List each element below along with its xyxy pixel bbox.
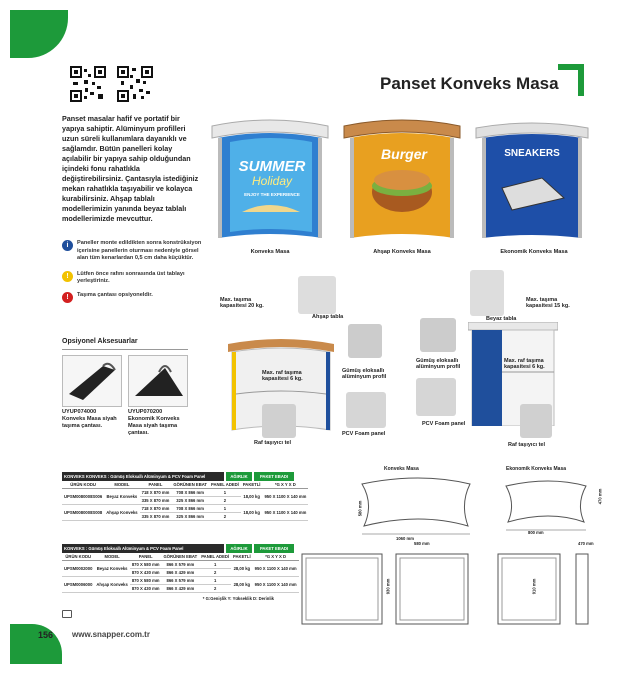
note-text: Paneller monte edildikten sonra konstrüksiyon içerisine panellerin oturması nedeniyle görsel alan tüm kenarlardan 0,5 cm daha küçüktür. [77, 240, 202, 261]
dimension-label: 800 mm [528, 530, 544, 535]
top-view-drawings [360, 474, 603, 544]
table-header: PAKET EBADI [254, 472, 294, 481]
page-title: Panset Konveks Masa [380, 74, 559, 93]
table-row: 335 X 870 mm 325 X 866 mm 2 [62, 497, 308, 505]
silver-profile-label: Gümüş eloksallı alüminyum profil [342, 368, 387, 380]
carry-bag-image [128, 355, 188, 407]
intro-paragraph: Panset masalar hafif ve portatif bir yapıya sahiptir. Alüminyum profilleri uzun süreli kullanımlara dayanıklı ve sağlamdır. Bütün panelleri kolay açılabilir bir yapıya sahip olduğundan içindeki fonu rahatlıkla değiştirebilirsiniz. Çantasıyla istediğiniz mekan rahatlıkla taşıyabilir ve kolayca kurabilirsiniz. Ahşap tablalı modellerimizin yanında beyaz tablalı modellerimizde mevcuttur. [62, 114, 199, 223]
table-footnote: * G:Genişlik Y: Yükseklik D: Derinlik [202, 596, 274, 601]
table-header: PAKET EBADI [254, 544, 294, 553]
table-row: 335 X 870 mm 325 X 866 mm 2 [62, 513, 308, 521]
accessory-code: UYUP074000 [62, 409, 97, 415]
drawing-title: Ekonomik Konveks Masa [506, 466, 567, 472]
detail-photo [346, 392, 386, 428]
detail-photo [470, 270, 504, 316]
note-item [62, 271, 202, 286]
column-header: MODEL [94, 553, 129, 561]
table-row: UPSM0006000 Ahşap Konveks 870 X 580 mm 866 X 579 mm 1 28,00 kg 950 X 1100 X 140 mm [62, 577, 299, 585]
column-header: PANEL ADEDİ [201, 554, 230, 559]
column-header: PANEL [140, 481, 172, 489]
note-text: Lütfen önce rafını sonrasında üst tablayı yerleştiriniz. [77, 270, 185, 284]
table-header: AĞIRLIK [226, 472, 252, 481]
green-footer-decoration [10, 624, 62, 664]
lightbulb-icon: ! [62, 271, 73, 282]
accessories-title: Opsiyonel Aksesuarlar [62, 338, 138, 345]
panel-text: Holiday [251, 174, 293, 188]
pcv-panel-label: PCV Foam panel [422, 421, 466, 427]
front-view-drawings [300, 546, 600, 626]
qr-code-icon[interactable] [117, 66, 153, 102]
person-info-icon: i [62, 240, 73, 251]
spec-table-2 [62, 544, 297, 601]
column-header: ÜRÜN KODU [62, 481, 104, 489]
detail-photo [348, 324, 382, 358]
website-link[interactable]: www.snapper.com.tr [72, 630, 150, 639]
accessory-item [62, 409, 122, 430]
column-header: PAKETLİ [242, 482, 261, 487]
drawing-title: Konveks Masa [384, 466, 419, 472]
silver-profile-label: Gümüş eloksallı alüminyum profil [416, 358, 461, 370]
detail-photo [262, 404, 296, 438]
page-number: 156 [38, 630, 54, 640]
qr-code-icon[interactable] [70, 66, 106, 102]
table-header: KONVEKS : Gümüş Eloksallı Alüminyum & PCV Foam Panel [62, 544, 224, 553]
detail-photo [416, 378, 456, 416]
table-header: KONVEKS KONVEKS : Gümüş Eloksallı Alüminyum & PCV Foam Panel [62, 472, 224, 481]
dimension-label: 470 mm [578, 541, 594, 546]
panel-text: SNEAKERS [504, 148, 560, 159]
product-caption: Konveks Masa [250, 249, 290, 255]
panel-text: ENJOY THE EXPERIENCE [244, 192, 300, 197]
product-konveks [208, 114, 332, 244]
table-row: 870 X 430 mm 866 X 429 mm 2 [62, 569, 299, 577]
accessory-desc: Ekonomik Konveks Masa siyah taşıma çantası. [128, 416, 180, 436]
divider [62, 349, 188, 350]
product-caption: Ahşap Konveks Masa [373, 249, 431, 255]
detail-photo [520, 404, 552, 438]
table-row: UPSM0080008S008 Ahşap Konveks 718 X 870 mm 708 X 866 mm 1 18,00 kg 950 X 1100 X 140 mm [62, 505, 308, 513]
table-row: UPSM0080008S006 Beyaz Konveks 718 X 870 mm 708 X 866 mm 1 18,00 kg 950 X 1100 X 140 mm [62, 489, 308, 497]
column-header: PANEL [130, 553, 162, 561]
green-bracket-decoration [558, 64, 584, 96]
detail-photo [298, 276, 336, 314]
column-header: GÖRÜNEN EBAT [173, 482, 207, 487]
shelf-load-label: Max. raf taşıma kapasitesi 6 kg. [504, 358, 545, 370]
product-ekonomik-konveks [472, 118, 592, 244]
accessory-code: UYUP070200 [128, 409, 163, 415]
carry-bag-image [62, 355, 122, 407]
notes-list [62, 240, 202, 303]
green-corner-decoration [10, 10, 68, 58]
column-header: *G X Y X D [253, 553, 299, 561]
shelf-wire-label: Raf taşıyıcı tel [508, 442, 545, 448]
shelf-load-label: Max. raf taşıma kapasitesi 6 kg. [262, 370, 303, 382]
column-header: ÜRÜN KODU [62, 553, 94, 561]
note-item [62, 292, 202, 303]
wood-top-label: Ahşap tabla [312, 314, 344, 320]
accessory-desc: Konveks Masa siyah taşıma çantası. [62, 416, 117, 429]
note-item [62, 240, 202, 263]
max-load-label: Max. taşıma kapasitesi 20 kg. [220, 297, 264, 309]
table-row: UPSM0002000 Beyaz Konveks 870 X 580 mm 866 X 579 mm 1 28,00 kg 950 X 1100 X 140 mm [62, 561, 299, 569]
white-top-label: Beyaz tabla [486, 316, 517, 322]
dimension-label: 1060 mm [396, 536, 414, 541]
dimension-label: 580 mm [414, 541, 430, 546]
warning-icon: ! [62, 292, 73, 303]
bag-icon [62, 610, 72, 618]
detail-photo [420, 318, 456, 352]
spec-table-1 [62, 472, 307, 521]
column-header: GÖRÜNEN EBAT [163, 554, 198, 559]
accessory-item [128, 409, 192, 437]
panel-text: Burger [381, 146, 427, 162]
shelf-wire-label: Raf taşıyıcı tel [254, 440, 291, 446]
pcv-panel-label: PCV Foam panel [342, 431, 386, 437]
column-header: MODEL [104, 481, 139, 489]
column-header: PAKETLİ [233, 554, 251, 559]
column-header: PANEL ADEDİ [210, 482, 239, 487]
table-row: 870 X 430 mm 866 X 429 mm 2 [62, 585, 299, 593]
product-caption: Ekonomik Konveks Masa [500, 249, 568, 255]
dimension-label: 910 mm [531, 578, 537, 595]
dimension-label: 580 mm [357, 500, 363, 517]
panel-text: SUMMER [238, 158, 306, 175]
max-load-label: Max. taşıma kapasitesi 15 kg. [526, 297, 570, 309]
note-text: Taşıma çantası opsiyoneldir. [77, 291, 153, 298]
product-ahsap-konveks [340, 114, 464, 244]
dimension-label: 470 mm [597, 488, 603, 505]
column-header: *G X Y X D [262, 481, 308, 489]
table-header: AĞIRLIK [226, 544, 252, 553]
dimension-label: 930 mm [385, 578, 391, 595]
